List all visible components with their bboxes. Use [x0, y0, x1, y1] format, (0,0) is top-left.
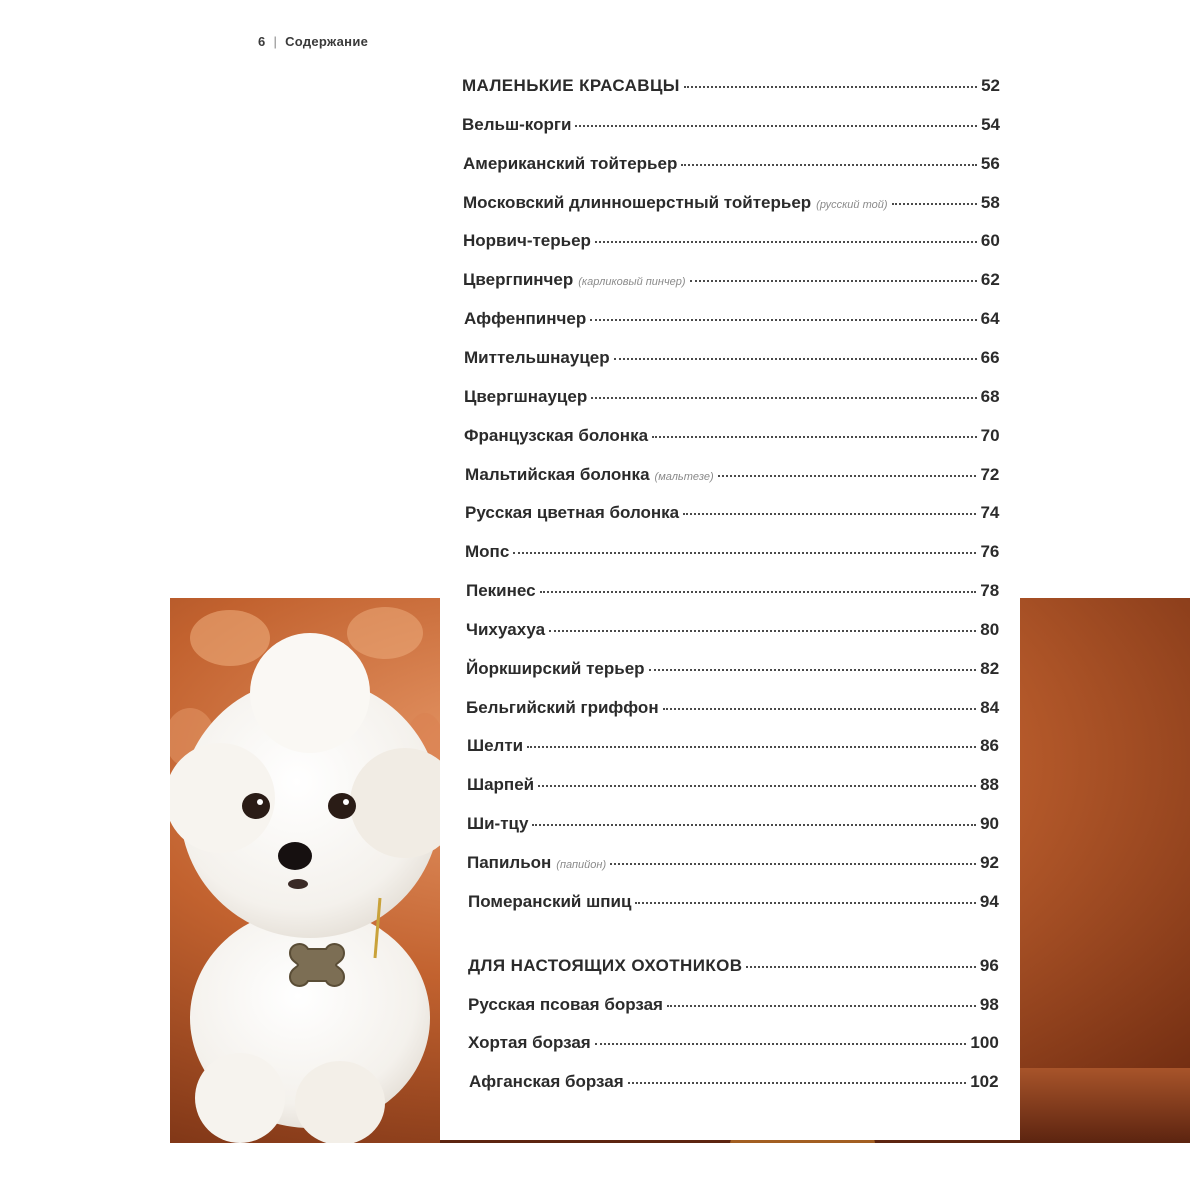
page-ref: 70 — [980, 425, 1000, 445]
toc-entry — [466, 581, 999, 601]
page-ref: 56 — [980, 153, 1000, 173]
dot-leader — [538, 785, 976, 787]
dot-leader — [663, 708, 977, 710]
toc-entry — [463, 231, 1000, 251]
toc-section-heading — [462, 76, 1000, 96]
toc-entry — [463, 193, 1000, 213]
entry-note: (папийон) — [556, 859, 607, 871]
dot-leader — [527, 746, 976, 748]
page-ref: 88 — [980, 775, 999, 795]
page-ref: 54 — [981, 114, 1000, 134]
page-ref: 84 — [980, 697, 1000, 717]
entry-title: Мальтийская болонка — [465, 464, 650, 484]
entry-title: Вельш-корги — [462, 114, 572, 134]
dot-leader — [532, 824, 976, 826]
page-ref: 78 — [980, 581, 1000, 601]
toc-entry — [463, 154, 1000, 174]
dot-leader — [652, 436, 977, 438]
dot-leader — [513, 552, 976, 554]
page-ref: 92 — [980, 853, 999, 872]
dot-leader — [575, 125, 977, 127]
dot-leader — [667, 1005, 976, 1007]
entry-title: Померанский шпиц — [468, 891, 632, 911]
page-ref: 102 — [970, 1072, 999, 1092]
entry-title: Хортая борзая — [468, 1033, 591, 1053]
dot-leader — [628, 1082, 967, 1084]
toc-entry — [467, 775, 999, 795]
dot-leader — [549, 630, 976, 632]
page-ref: 52 — [981, 76, 1000, 95]
toc-entry — [469, 1072, 999, 1092]
entry-title: Шарпей — [467, 775, 535, 795]
dot-leader — [595, 241, 977, 243]
entry-title: Русская цветная болонка — [465, 503, 680, 523]
entry-title: Французская болонка — [464, 425, 649, 445]
page-ref: 72 — [980, 464, 1000, 484]
page-ref: 74 — [980, 503, 1000, 523]
toc-entry — [466, 620, 999, 640]
toc-entry — [465, 542, 999, 562]
entry-note: (карликовый пинчер) — [578, 276, 686, 289]
dot-leader — [684, 86, 977, 88]
dot-leader — [614, 358, 977, 360]
entry-note: (русский той) — [816, 198, 888, 211]
entry-title: Шелти — [467, 736, 524, 756]
page-ref: 64 — [980, 309, 1000, 329]
toc-entry — [467, 736, 999, 756]
running-head-section: Содержание — [285, 34, 369, 49]
page-ref: 98 — [979, 994, 999, 1014]
toc-entry — [464, 387, 1000, 407]
entry-title: Папильон — [467, 853, 552, 872]
page-ref: 100 — [970, 1033, 999, 1053]
toc-entry — [466, 659, 999, 679]
dot-leader — [718, 475, 977, 477]
page-ref: 66 — [980, 347, 1000, 367]
toc-entry — [465, 465, 999, 485]
section-title: МАЛЕНЬКИЕ КРАСАВЦЫ — [462, 76, 680, 95]
page-ref: 76 — [980, 542, 1000, 562]
page-ref: 86 — [980, 736, 999, 756]
entry-title: Американский тойтерьер — [463, 153, 678, 173]
page-ref: 68 — [980, 386, 1000, 406]
toc-entry — [466, 698, 999, 718]
toc-entry — [468, 892, 999, 912]
table-of-contents — [440, 60, 1020, 1140]
dot-leader — [690, 280, 977, 282]
entry-title: Цвергшнауцер — [464, 386, 588, 406]
toc-entry — [465, 503, 999, 523]
dot-leader — [683, 513, 976, 515]
page-ref: 80 — [980, 619, 1000, 639]
entry-title: Афганская борзая — [469, 1072, 624, 1092]
page-ref: 96 — [979, 955, 999, 975]
dot-leader — [649, 669, 977, 671]
running-head — [258, 34, 368, 49]
entry-title: Пекинес — [466, 581, 536, 601]
dot-leader — [590, 319, 976, 321]
running-head-separator: | — [273, 34, 278, 49]
dot-leader — [892, 203, 977, 205]
dot-leader — [635, 902, 975, 904]
toc-entry — [464, 348, 1000, 368]
entry-title: Бельгийский гриффон — [466, 697, 659, 717]
page-ref: 60 — [980, 231, 1000, 251]
entry-title: Московский длинношерстный тойтерьер — [463, 192, 812, 212]
entry-title: Ши-тцу — [467, 814, 529, 834]
toc-entry — [464, 426, 1000, 446]
dot-leader — [746, 966, 975, 968]
entry-title: Русская псовая борзая — [468, 994, 663, 1014]
page-ref: 94 — [979, 891, 999, 911]
toc-entry — [467, 814, 999, 834]
entry-title: Чихуахуа — [466, 619, 546, 639]
dot-leader — [591, 397, 976, 399]
entry-title: Йоркширский терьер — [466, 658, 645, 678]
entry-note: (мальтезе) — [654, 470, 714, 483]
entry-title: Норвич-терьер — [463, 231, 591, 251]
toc-entry — [468, 995, 999, 1015]
toc-entry — [468, 1033, 999, 1053]
entry-title: Миттельшнауцер — [464, 347, 610, 367]
page-ref: 58 — [980, 192, 1000, 212]
toc-entry — [463, 270, 1000, 290]
toc-entry — [462, 115, 1000, 135]
entry-title: Цвергпинчер — [463, 270, 574, 290]
page-ref: 62 — [980, 270, 1000, 290]
dot-leader — [610, 863, 976, 865]
dot-leader — [681, 164, 977, 166]
dot-leader — [595, 1043, 967, 1045]
page-number: 6 — [258, 34, 266, 49]
toc-entry — [464, 309, 1000, 329]
entry-title: Мопс — [465, 542, 510, 562]
dot-leader — [540, 591, 977, 593]
page-ref: 82 — [980, 658, 1000, 678]
toc-section-heading — [468, 956, 999, 976]
page-ref: 90 — [980, 814, 999, 834]
section-title: ДЛЯ НАСТОЯЩИХ ОХОТНИКОВ — [468, 955, 743, 975]
entry-title: Аффенпинчер — [464, 309, 587, 329]
toc-entry — [467, 853, 999, 873]
